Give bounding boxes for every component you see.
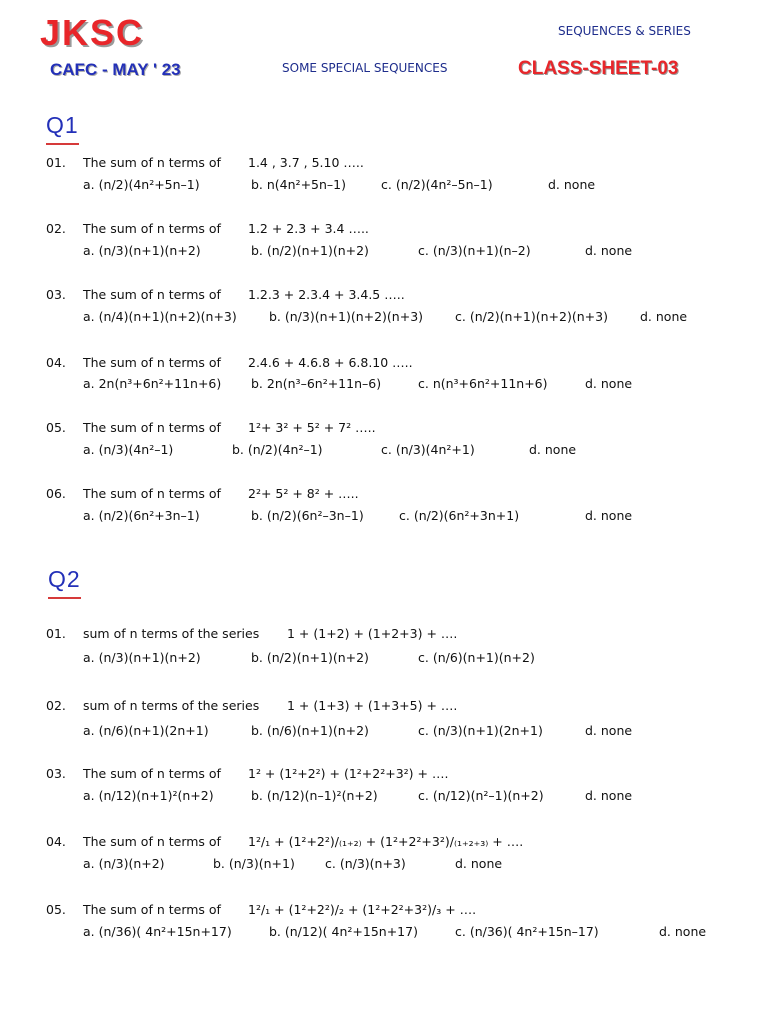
question-series: 2.4.6 + 4.6.8 + 6.8.10 …..	[248, 355, 413, 370]
option-b: b. (n/6)(n+1)(n+2)	[251, 723, 369, 738]
question-q1-06	[46, 485, 359, 503]
option-d: d. none	[529, 442, 577, 457]
question-lead: The sum of n terms of	[83, 155, 221, 170]
question-q1-05	[46, 419, 376, 437]
question-series: 1² + (1²+2²) + (1²+2²+3²) + ….	[248, 766, 449, 781]
option-b: b. (n/12)(n–1)²(n+2)	[251, 788, 378, 803]
question-lead: The sum of n terms of	[83, 834, 221, 849]
question-number: 03.	[46, 287, 66, 302]
question-number: 01.	[46, 155, 66, 170]
option-b: b. 2n(n³–6n²+11n–6)	[251, 376, 382, 391]
question-number: 01.	[46, 626, 66, 641]
question-series: 1 + (1+3) + (1+3+5) + ….	[287, 698, 458, 713]
question-number: 04.	[46, 834, 66, 849]
question-series: 1.4 , 3.7 , 5.10 …..	[248, 155, 364, 170]
question-series: 1.2 + 2.3 + 3.4 …..	[248, 221, 369, 236]
option-d: d. none	[585, 723, 633, 738]
option-c: c. (n/3)(n+3)	[325, 856, 406, 871]
question-q2-01	[46, 625, 457, 643]
question-lead: The sum of n terms of	[83, 221, 221, 236]
option-a: a. (n/2)(6n²+3n–1)	[83, 508, 200, 523]
option-a: a. (n/36)( 4n²+15n+17)	[83, 924, 232, 939]
question-number: 05.	[46, 902, 66, 917]
option-a: a. (n/3)(n+2)	[83, 856, 165, 871]
option-c: c. (n/3)(n+1)(n–2)	[418, 243, 531, 258]
question-series: 1²+ 3² + 5² + 7² …..	[248, 420, 376, 435]
question-lead: sum of n terms of the series	[83, 698, 260, 713]
option-c: c. (n/6)(n+1)(n+2)	[418, 650, 535, 665]
option-d: d. none	[585, 243, 633, 258]
option-c: c. (n/2)(n+1)(n+2)(n+3)	[455, 309, 608, 324]
question-series: 1²/₁ + (1²+2²)/₍₁₊₂₎ + (1²+2²+3²)/₍₁₊₂₊₃₎ + ….	[248, 834, 524, 849]
option-a: a. (n/3)(n+1)(n+2)	[83, 243, 201, 258]
option-d: d. none	[585, 788, 633, 803]
topic-title: SOME SPECIAL SEQUENCES	[282, 61, 448, 75]
question-q1-04	[46, 354, 413, 372]
option-d: d. none	[548, 177, 596, 192]
option-b: b. (n/12)( 4n²+15n+17)	[269, 924, 418, 939]
question-lead: The sum of n terms of	[83, 355, 221, 370]
question-q1-01	[46, 154, 364, 172]
option-a: a. (n/12)(n+1)²(n+2)	[83, 788, 214, 803]
option-c: c. n(n³+6n²+11n+6)	[418, 376, 548, 391]
question-number: 02.	[46, 221, 66, 236]
section-heading-q2: Q2	[48, 566, 81, 592]
question-lead: The sum of n terms of	[83, 902, 221, 917]
option-b: b. (n/3)(n+1)(n+2)(n+3)	[269, 309, 424, 324]
option-b: b. (n/2)(6n²–3n–1)	[251, 508, 364, 523]
option-b: b. (n/2)(4n²–1)	[232, 442, 323, 457]
option-d: d. none	[640, 309, 688, 324]
sheet-label: CLASS-SHEET-03	[518, 58, 679, 79]
question-q2-05	[46, 901, 476, 919]
subject-title: SEQUENCES & SERIES	[558, 24, 691, 38]
option-c: c. (n/3)(n+1)(2n+1)	[418, 723, 543, 738]
option-c: c. (n/12)(n²–1)(n+2)	[418, 788, 544, 803]
question-series: 1 + (1+2) + (1+2+3) + ….	[287, 626, 458, 641]
option-b: b. (n/3)(n+1)	[213, 856, 295, 871]
option-d: d. none	[455, 856, 503, 871]
option-d: d. none	[659, 924, 707, 939]
section-heading-q1: Q1	[46, 112, 79, 138]
option-c: c. (n/2)(6n²+3n+1)	[399, 508, 520, 523]
question-number: 06.	[46, 486, 66, 501]
question-lead: The sum of n terms of	[83, 486, 221, 501]
option-d: d. none	[585, 376, 633, 391]
option-a: a. 2n(n³+6n²+11n+6)	[83, 376, 222, 391]
question-q2-04	[46, 833, 523, 851]
question-number: 04.	[46, 355, 66, 370]
option-b: b. (n/2)(n+1)(n+2)	[251, 650, 369, 665]
question-lead: The sum of n terms of	[83, 420, 221, 435]
option-d: d. none	[585, 508, 633, 523]
question-series: 1²/₁ + (1²+2²)/₂ + (1²+2²+3²)/₃ + ….	[248, 902, 477, 917]
option-a: a. (n/4)(n+1)(n+2)(n+3)	[83, 309, 237, 324]
option-a: a. (n/6)(n+1)(2n+1)	[83, 723, 209, 738]
question-q2-02	[46, 697, 457, 715]
option-c: c. (n/2)(4n²–5n–1)	[381, 177, 493, 192]
option-a: a. (n/3)(n+1)(n+2)	[83, 650, 201, 665]
option-c: c. (n/3)(4n²+1)	[381, 442, 475, 457]
option-b: b. n(4n²+5n–1)	[251, 177, 346, 192]
question-series: 1.2.3 + 2.3.4 + 3.4.5 …..	[248, 287, 405, 302]
option-a: a. (n/2)(4n²+5n–1)	[83, 177, 200, 192]
question-number: 05.	[46, 420, 66, 435]
question-q1-02	[46, 220, 369, 238]
question-number: 03.	[46, 766, 66, 781]
question-lead: The sum of n terms of	[83, 766, 221, 781]
question-series: 2²+ 5² + 8² + …..	[248, 486, 359, 501]
batch-label: CAFC - MAY ' 23	[50, 60, 181, 79]
question-q1-03	[46, 286, 405, 304]
question-q2-03	[46, 765, 448, 783]
question-lead: sum of n terms of the series	[83, 626, 260, 641]
option-b: b. (n/2)(n+1)(n+2)	[251, 243, 369, 258]
jksc-logo: JKSC	[40, 12, 145, 53]
question-number: 02.	[46, 698, 66, 713]
question-lead: The sum of n terms of	[83, 287, 221, 302]
option-c: c. (n/36)( 4n²+15n–17)	[455, 924, 599, 939]
option-a: a. (n/3)(4n²–1)	[83, 442, 174, 457]
